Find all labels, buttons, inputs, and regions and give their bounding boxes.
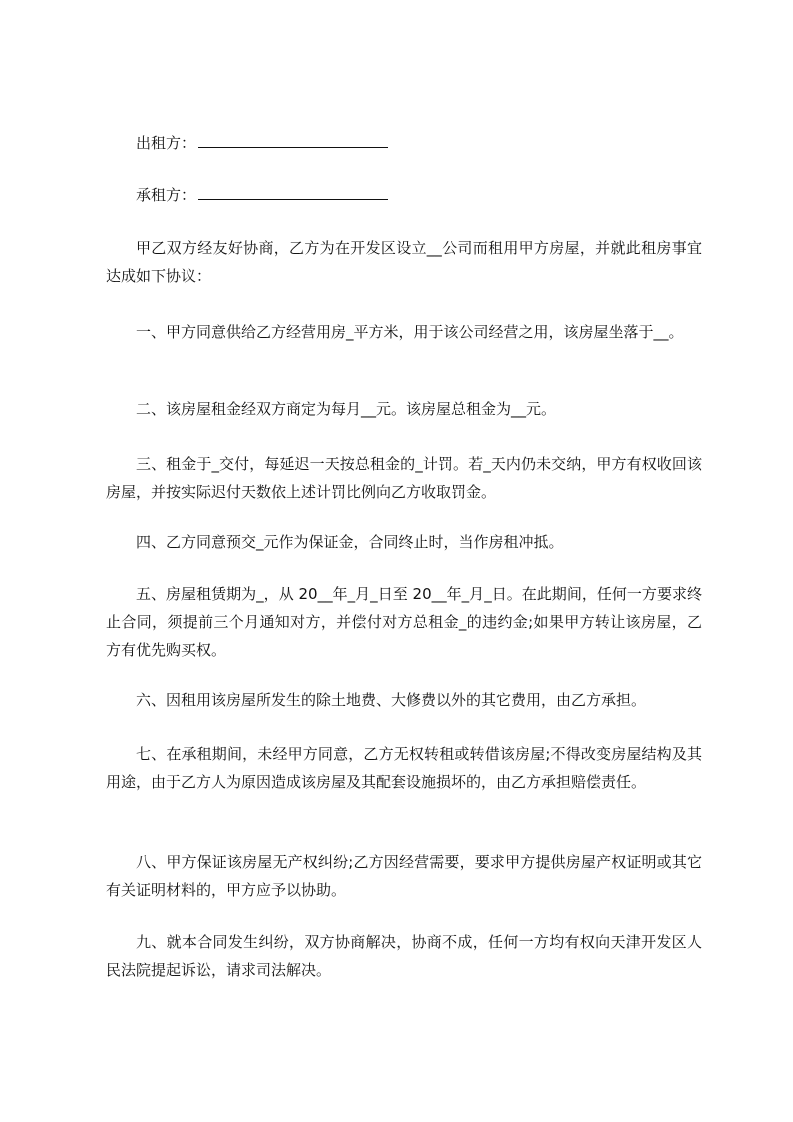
lessor-label: 出租方： [136,134,197,152]
lessee-label: 承租方： [136,186,197,204]
clause-2: 二、该房屋租金经双方商定为每月__元。该房屋总租金为__元。 [136,400,557,418]
lessor-blank [198,133,388,148]
lessee-blank [198,185,388,200]
lessor-line [136,133,388,153]
clause-7: 七、在承租期间，未经甲方同意，乙方无权转租或转借该房屋;不得改变房屋结构及其用途，由于乙方人为原因造成该房屋及其配套设施损坏的，由乙方承担赔偿责任。 [106,745,702,791]
clause-8: 八、甲方保证该房屋无产权纠纷;乙方因经营需要，要求甲方提供房屋产权证明或其它有关证明材料的，甲方应予以协助。 [106,853,702,899]
clause-4: 四、乙方同意预交_元作为保证金，合同终止时，当作房租冲抵。 [136,533,564,551]
clause-3: 三、租金于_交付，每延迟一天按总租金的_计罚。若_天内仍未交纳，甲方有权收回该房屋，并按实际迟付天数依上述计罚比例向乙方收取罚金。 [106,455,702,501]
clause-1: 一、甲方同意供给乙方经营用房_平方米，用于该公司经营之用，该房屋坐落于__。 [136,323,684,341]
lessee-line [136,185,388,205]
clause-5: 五、房屋租赁期为_，从 20__年_月_日至 20__年_月_日。在此期间，任何一方要求终止合同，须提前三个月通知对方，并偿付对方总租金_的违约金;如果甲方转让该房屋，乙方有优先购买权。 [106,585,702,659]
clause-6: 六、因租用该房屋所发生的除土地费、大修费以外的其它费用，由乙方承担。 [136,691,647,709]
intro-paragraph: 甲乙双方经友好协商，乙方为在开发区设立__公司而租用甲方房屋，并就此租房事宜达成如下协议： [106,239,702,285]
clause-9: 九、就本合同发生纠纷，双方协商解决，协商不成，任何一方均有权向天津开发区人民法院提起诉讼，请求司法解决。 [106,933,702,979]
